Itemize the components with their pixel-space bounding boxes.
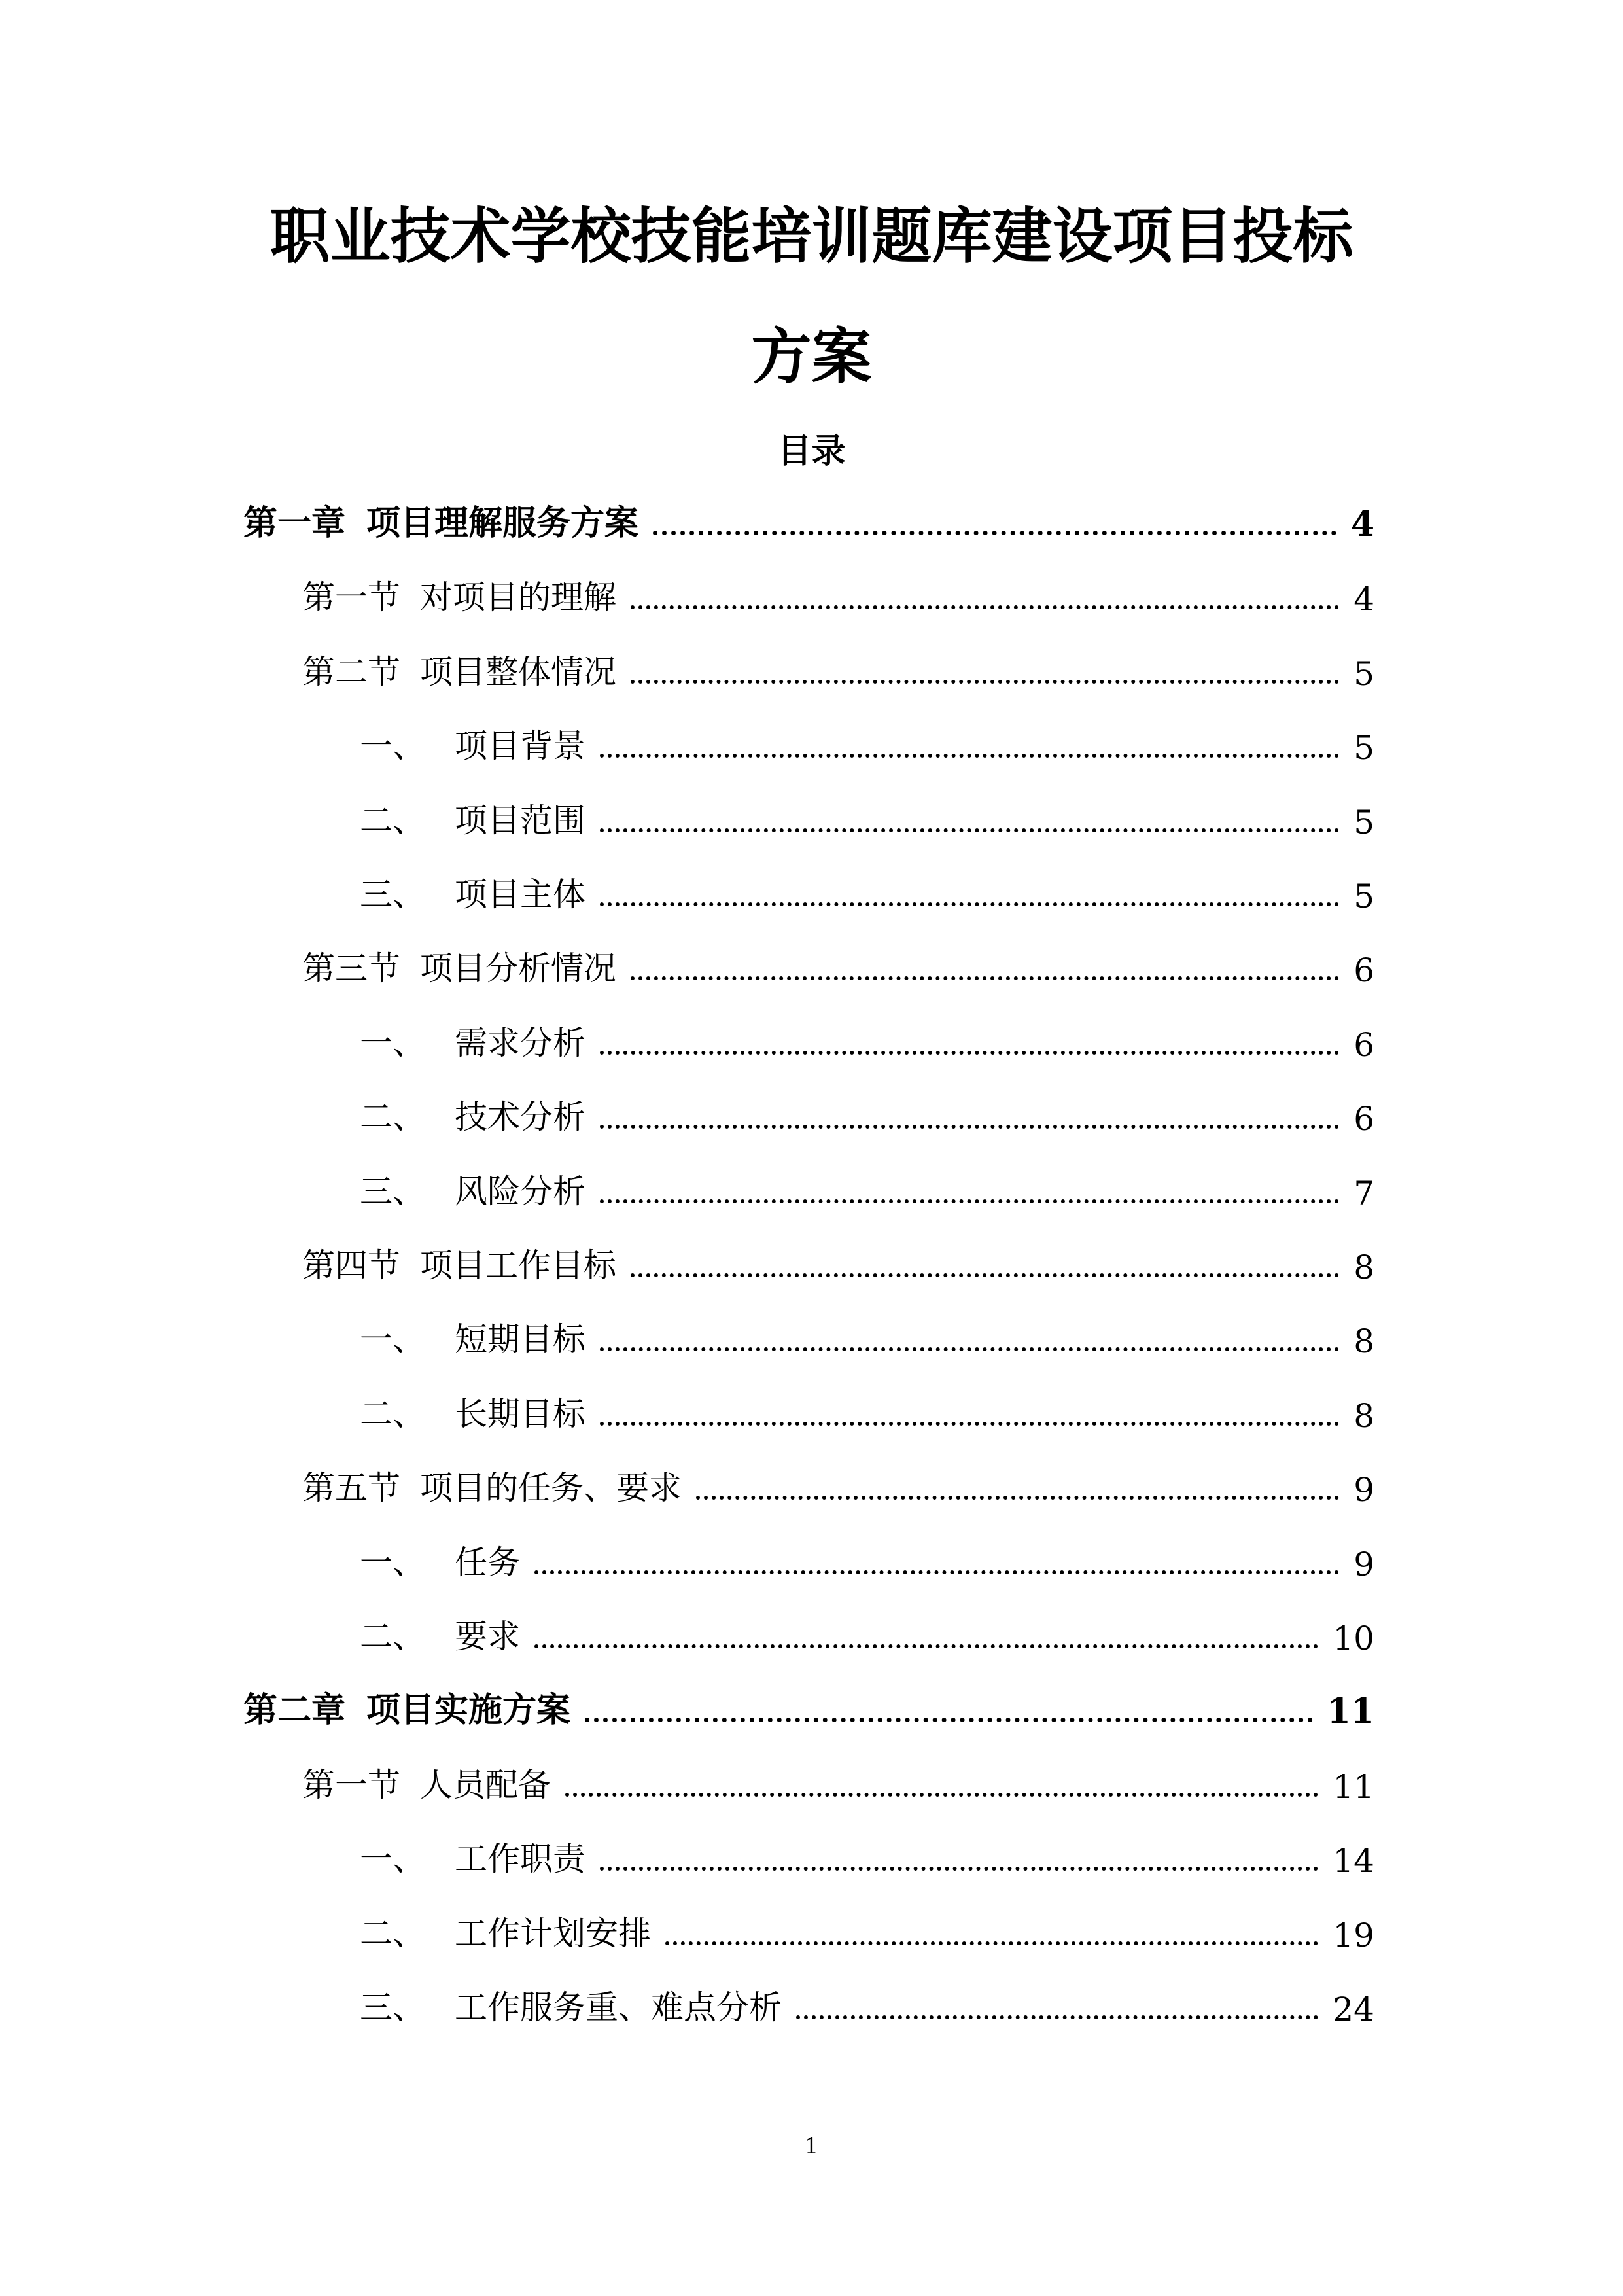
toc-entry-label (302, 1462, 696, 1509)
toc-heading: 目录 (777, 432, 846, 471)
document-title-line-1: 职业技术学校技能培训题库建设项目投标 (270, 202, 1353, 272)
toc-entry-label (360, 1610, 534, 1657)
toc-entry-page-number: 6 (1353, 1100, 1374, 1139)
toc-entry-number: 第一节 (302, 578, 400, 617)
toc-entry-page-number: 7 (1353, 1174, 1374, 1212)
toc-entry-number: 第二章 (243, 1691, 346, 1731)
toc-entry-title: 工作职责 (455, 1840, 585, 1879)
toc-entry-number: 一、 (360, 1543, 425, 1581)
toc-dot-leader (631, 680, 1339, 684)
toc-subsection-entry[interactable] (360, 1392, 1374, 1435)
toc-entry-title: 项目理解服务方案 (366, 504, 639, 543)
toc-entry-page-number: 19 (1333, 1916, 1374, 1954)
toc-dot-leader (565, 1793, 1318, 1797)
toc-entry-label (302, 571, 631, 618)
toc-entry-number: 第一节 (302, 1765, 400, 1804)
toc-entry-title: 风险分析 (455, 1172, 585, 1210)
toc-entry-label (302, 1759, 565, 1806)
toc-entry-label (360, 1833, 600, 1880)
toc-dot-leader (600, 1347, 1339, 1351)
toc-dot-leader (600, 1051, 1339, 1055)
toc-entry-number: 三、 (360, 875, 425, 913)
toc-chapter-entry[interactable] (243, 501, 1374, 544)
toc-entry-number: 二、 (360, 1098, 425, 1137)
toc-entry-number: 二、 (360, 801, 425, 839)
toc-dot-leader (653, 531, 1336, 535)
toc-entry-title: 对项目的理解 (420, 578, 616, 617)
toc-subsection-entry[interactable] (360, 1317, 1374, 1360)
toc-entry-page-number: 4 (1353, 580, 1374, 619)
toc-dot-leader (631, 1273, 1339, 1277)
toc-subsection-entry[interactable] (360, 1985, 1374, 2028)
toc-entry-title: 任务 (455, 1543, 520, 1581)
toc-entry-label (243, 1682, 585, 1731)
toc-entry-number: 第五节 (302, 1469, 400, 1508)
toc-dot-leader (600, 902, 1339, 906)
toc-section-entry[interactable] (302, 1466, 1374, 1509)
toc-entry-page-number: 5 (1353, 654, 1374, 693)
toc-dot-leader (534, 1570, 1339, 1574)
toc-entry-page-number: 5 (1353, 729, 1374, 768)
toc-entry-page-number: 5 (1353, 877, 1374, 915)
toc-entry-title: 项目实施方案 (366, 1691, 571, 1731)
toc-entry-title: 需求分析 (455, 1023, 585, 1062)
toc-entry-title: 要求 (455, 1617, 520, 1655)
toc-entry-label (302, 942, 631, 989)
toc-subsection-entry[interactable] (360, 1911, 1374, 1954)
toc-entry-label (360, 720, 600, 767)
toc-dot-leader (696, 1496, 1339, 1500)
toc-dot-leader (600, 1867, 1318, 1871)
toc-entry-number: 二、 (360, 1914, 425, 1952)
toc-entry-page-number: 9 (1353, 1471, 1374, 1510)
toc-entry-label (360, 794, 600, 841)
toc-entry-page-number: 5 (1353, 803, 1374, 841)
toc-section-entry[interactable] (302, 1763, 1374, 1806)
toc-entry-label (360, 1388, 600, 1435)
toc-entry-label (360, 1907, 665, 1954)
page-number-footer: 1 (804, 2133, 819, 2159)
toc-entry-label (360, 1536, 534, 1583)
toc-section-entry[interactable] (302, 575, 1374, 618)
toc-section-entry[interactable] (302, 650, 1374, 693)
toc-subsection-entry[interactable] (360, 1095, 1374, 1138)
toc-subsection-entry[interactable] (360, 1540, 1374, 1583)
toc-dot-leader (631, 605, 1339, 609)
toc-entry-number: 一、 (360, 1320, 425, 1359)
toc-entry-number: 一、 (360, 1840, 425, 1879)
toc-entry-label (302, 1239, 631, 1286)
toc-dot-leader (600, 1125, 1339, 1129)
toc-entry-page-number: 6 (1353, 1025, 1374, 1064)
toc-entry-number: 三、 (360, 1172, 425, 1210)
toc-entry-page-number: 8 (1353, 1248, 1374, 1286)
toc-entry-page-number: 11 (1333, 1767, 1374, 1806)
toc-section-entry[interactable] (302, 1243, 1374, 1286)
toc-entry-page-number: 14 (1333, 1842, 1374, 1881)
toc-subsection-entry[interactable] (360, 1021, 1374, 1064)
toc-entry-number: 二、 (360, 1394, 425, 1433)
toc-entry-title: 长期目标 (455, 1394, 585, 1433)
toc-entry-number: 三、 (360, 1988, 425, 2026)
toc-subsection-entry[interactable] (360, 1169, 1374, 1212)
toc-entry-label (360, 1017, 600, 1064)
toc-entry-page-number: 24 (1333, 1990, 1374, 2028)
toc-entry-title: 工作服务重、难点分析 (455, 1988, 782, 2026)
toc-entry-page-number: 11 (1327, 1691, 1374, 1732)
toc-subsection-entry[interactable] (360, 1614, 1374, 1657)
toc-entry-title: 工作计划安排 (455, 1914, 651, 1952)
toc-entry-label (360, 1091, 600, 1138)
toc-entry-page-number: 10 (1333, 1619, 1374, 1657)
toc-entry-label (243, 495, 653, 544)
toc-dot-leader (600, 1199, 1339, 1203)
toc-dot-leader (534, 1644, 1318, 1648)
toc-dot-leader (585, 1718, 1313, 1722)
toc-entry-number: 一、 (360, 727, 425, 766)
toc-dot-leader (665, 1941, 1318, 1945)
toc-dot-leader (600, 828, 1339, 832)
toc-entry-page-number: 8 (1353, 1396, 1374, 1435)
toc-entry-label (360, 1165, 600, 1212)
toc-entry-title: 人员配备 (420, 1765, 551, 1804)
toc-entry-label (360, 1981, 796, 2028)
toc-entry-label (360, 868, 600, 915)
toc-entry-title: 项目背景 (455, 727, 585, 766)
toc-entry-title: 项目整体情况 (420, 652, 616, 691)
toc-entry-page-number: 4 (1350, 504, 1374, 544)
toc-entry-number: 第四节 (302, 1246, 400, 1284)
toc-entry-number: 第二节 (302, 652, 400, 691)
toc-entry-title: 短期目标 (455, 1320, 585, 1359)
toc-section-entry[interactable] (302, 946, 1374, 989)
document-title-line-2: 方案 (751, 322, 872, 392)
toc-entry-label (360, 1313, 600, 1360)
toc-entry-title: 项目的任务、要求 (420, 1469, 682, 1508)
toc-entry-title: 项目工作目标 (420, 1246, 616, 1284)
toc-subsection-entry[interactable] (360, 798, 1374, 841)
toc-dot-leader (631, 976, 1339, 980)
toc-entry-title: 技术分析 (455, 1098, 585, 1137)
toc-subsection-entry[interactable] (360, 724, 1374, 767)
toc-entry-title: 项目分析情况 (420, 949, 616, 988)
toc-entry-number: 第一章 (243, 504, 346, 543)
toc-entry-title: 项目主体 (455, 875, 585, 913)
toc-dot-leader (600, 754, 1339, 758)
toc-entry-title: 项目范围 (455, 801, 585, 839)
toc-chapter-entry[interactable] (243, 1688, 1374, 1731)
toc-entry-page-number: 8 (1353, 1322, 1374, 1361)
toc-entry-number: 一、 (360, 1023, 425, 1062)
toc-entry-number: 第三节 (302, 949, 400, 988)
toc-entry-page-number: 9 (1353, 1545, 1374, 1583)
toc-subsection-entry[interactable] (360, 1837, 1374, 1880)
toc-entry-number: 二、 (360, 1617, 425, 1655)
toc-subsection-entry[interactable] (360, 872, 1374, 915)
toc-entry-page-number: 6 (1353, 951, 1374, 990)
toc-dot-leader (600, 1422, 1339, 1426)
toc-entry-label (302, 646, 631, 693)
toc-dot-leader (796, 2015, 1318, 2019)
